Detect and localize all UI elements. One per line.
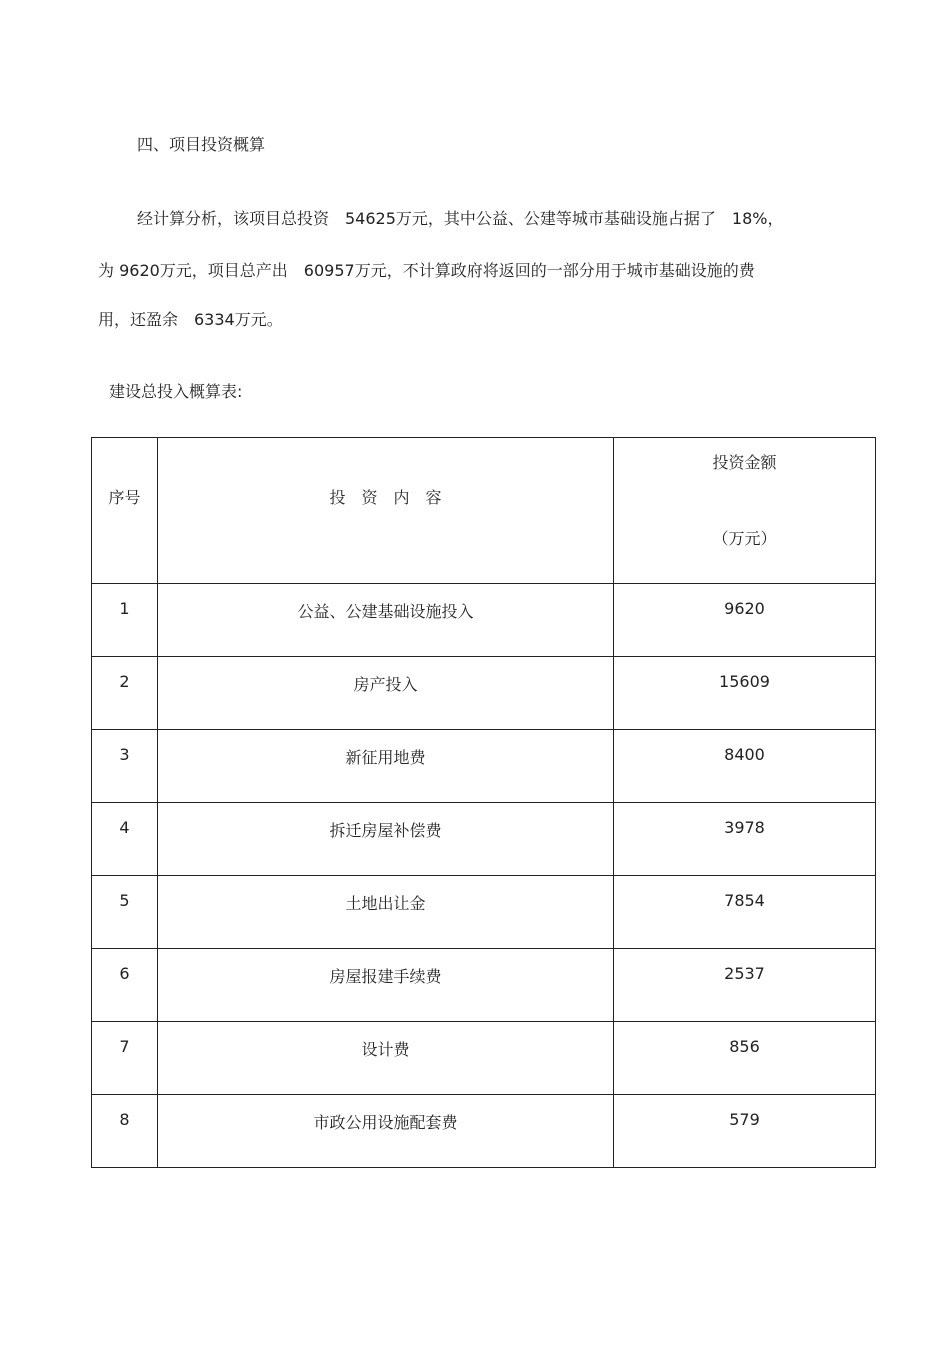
header-amount-unit: （万元）: [712, 529, 777, 548]
investment-budget-table: [91, 437, 876, 1168]
paragraph-line-1: 经计算分析，该项目总投资 54625万元，其中公益、公建等城市基础设施占据了 18%，: [137, 209, 784, 228]
row-item: 房屋报建手续费: [158, 949, 614, 1022]
row-amount: 8400: [614, 730, 876, 803]
row-no: 6: [92, 949, 158, 1022]
row-amount: 579: [614, 1095, 876, 1168]
table-row: [92, 584, 876, 657]
row-item: 公益、公建基础设施投入: [158, 584, 614, 657]
header-no-label: 序号: [108, 488, 141, 507]
row-item: 土地出让金: [158, 876, 614, 949]
header-item-label: 投 资 内 容: [329, 488, 442, 507]
row-amount: 2537: [614, 949, 876, 1022]
row-item: 新征用地费: [158, 730, 614, 803]
row-no: 1: [92, 584, 158, 657]
table-row: [92, 730, 876, 803]
header-amount-label: 投资金额: [712, 453, 777, 472]
row-amount: 7854: [614, 876, 876, 949]
row-no: 4: [92, 803, 158, 876]
row-amount: 856: [614, 1022, 876, 1095]
header-cell-item: [158, 438, 614, 584]
row-item: 设计费: [158, 1022, 614, 1095]
paragraph-line-3: 用，还盈余 6334万元。: [98, 310, 283, 329]
table-row: [92, 1022, 876, 1095]
row-item: 房产投入: [158, 657, 614, 730]
row-item: 市政公用设施配套费: [158, 1095, 614, 1168]
table-row: [92, 1095, 876, 1168]
table-header-row: [92, 438, 876, 584]
paragraph-line-2: 为 9620万元，项目总产出 60957万元，不计算政府将返回的一部分用于城市基础设施的费: [98, 261, 755, 280]
row-amount: 9620: [614, 584, 876, 657]
table-row: [92, 876, 876, 949]
table-row: [92, 803, 876, 876]
row-amount: 3978: [614, 803, 876, 876]
section-heading: 四、项目投资概算: [137, 135, 266, 154]
header-cell-no: [92, 438, 158, 584]
row-no: 2: [92, 657, 158, 730]
row-no: 5: [92, 876, 158, 949]
table-row: [92, 949, 876, 1022]
table-row: [92, 657, 876, 730]
table-caption: 建设总投入概算表:: [109, 382, 243, 401]
row-no: 3: [92, 730, 158, 803]
row-no: 8: [92, 1095, 158, 1168]
header-cell-amount: [614, 438, 876, 584]
row-no: 7: [92, 1022, 158, 1095]
row-item: 拆迁房屋补偿费: [158, 803, 614, 876]
row-amount: 15609: [614, 657, 876, 730]
